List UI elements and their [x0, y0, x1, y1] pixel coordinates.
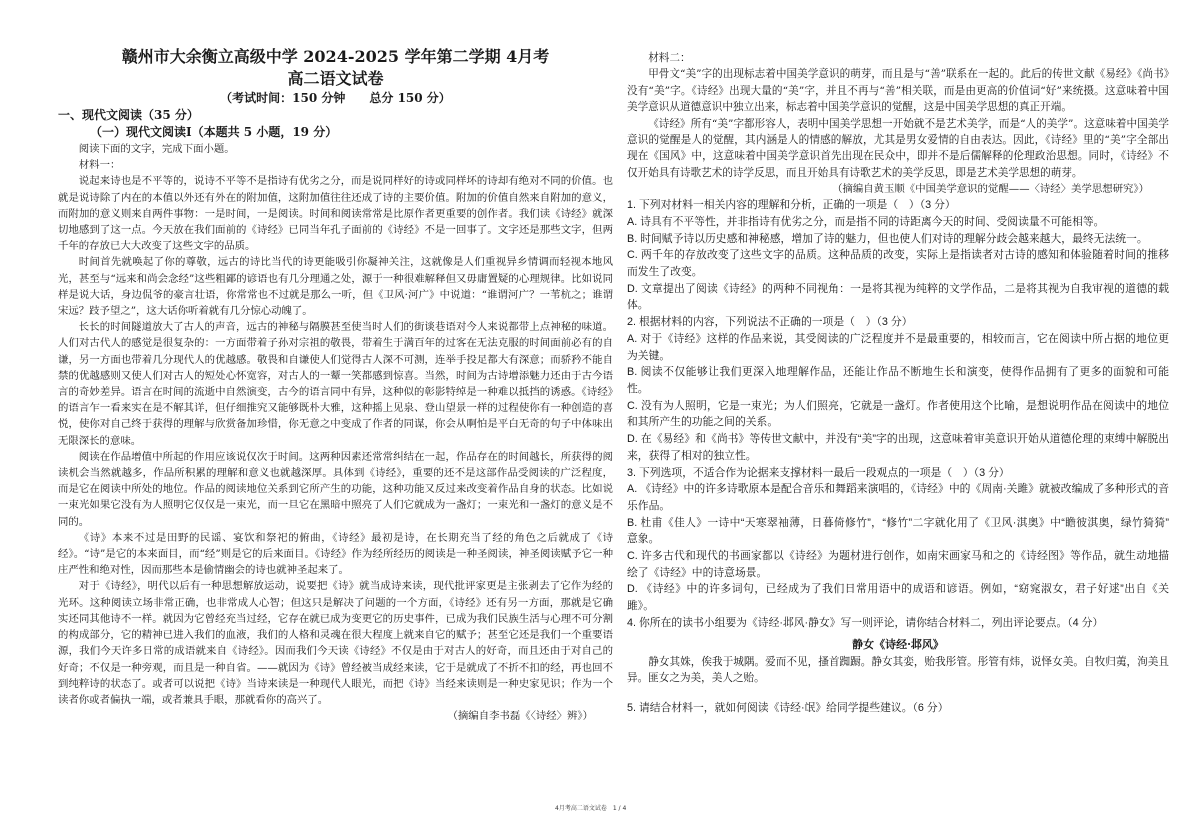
- material2-source: （摘编自黄玉顺《中国美学意识的觉醒——〈诗经〉美学思想研究》）: [832, 183, 1149, 196]
- material1-paragraph: 说起来诗也是不平等的，说诗不平等不是指诗有优劣之分，而是说同样好的诗或同样坏的诗却有绝对不同的价值。也就是说诗除了内在的本值以外还有外在的附加值，这附加值往往还成了诗的主要价值。附加的价值自然来自附加的意义，而附加的意义则来自两件事物：一是时间，一是阅读。时间和阅读常常是比原作者更重要的创作者。我们读《诗经》就深切地感到了这一点。今天放在我们面前的《诗经》已同当年孔子面前的《诗经》不是一回事了。文字还是那些文字，但两千年的存放已大大改变了这些文字的品质。: [58, 175, 613, 253]
- material1-body: [58, 173, 613, 708]
- question-stem: 3. 下列选项，不适合作为论据来支撑材料一最后一段观点的一项是（ ）（3 分）: [627, 466, 1010, 479]
- question-option: D. 文章提出了阅读《诗经》的两种不同视角：一是将其视为纯粹的文学作品，二是将其视为自我审视的道德的载体。: [627, 282, 1169, 312]
- material1-label: 材料一：: [78, 159, 121, 172]
- material2-paragraph: 甲骨文“美”字的出现标志着中国美学意识的萌芽，而且是与“善”联系在一起的。此后的传世文献《易经》《尚书》没有“美”字。《诗经》出现大量的“美”字，并且不再与“善”相关联，而是由更高的价值词“好”来统摄。这意味着中国美学意识从道德意识中独立出来，标志着中国美学意识的觉醒，这是中国美学思想的真正开端。: [627, 68, 1169, 114]
- question-option: C. 许多古代和现代的书画家都以《诗经》为题材进行创作，如南宋画家马和之的《诗经图》等作品，就生动地描绘了《诗经》中的诗意场景。: [627, 550, 1169, 579]
- material2-paragraph: 《诗经》所有“美”字都形容人，表明中国美学思想一开始就不是艺术美学，而是“人的美学”。这意味着中国美学意识的觉醒是人的觉醒，其内涵是人的情感的解放，尤其是男女爱情的自由表达。因此，《诗经》里的“美”字全部出现在《国风》中，这意味着中国美学意识首先出现在民众中，即并不是后儒解释的伦理政治思想。同时，《诗经》不仅开始具有诗歌艺术的诗学反思，而且开始具有诗歌艺术的美学反思，即是艺术美学思想的萌芽。: [627, 117, 1169, 179]
- question-option: D. 《诗经》中的许多词句，已经成为了我们日常用语中的成语和谚语。例如，“窈窕淑女，君子好逑”出自《关雎》。: [627, 583, 1169, 613]
- question-list: [627, 197, 1180, 631]
- left-column: [58, 47, 613, 724]
- exam-info: （考试时间：150 分钟 总分 150 分）: [220, 91, 451, 105]
- question-option: A. 诗具有不平等性，并非指诗有优劣之分，而是指不同的诗距离今天的时间、受阅读量不可能相等。: [627, 215, 1105, 228]
- material2-label: 材料二：: [648, 52, 691, 64]
- question-option: C. 两千年的存放改变了这些文字的品质。这种品质的改变，实际上是指读者对古诗的感知和体验随着时间的推移而发生了改变。: [627, 249, 1169, 279]
- material1-paragraph: 《诗》本来不过是田野的民谣、宴饮和祭祀的俯曲，《诗经》最初是诗，在长期充当了经的角色之后就成了《诗经》。“诗”是它的本来面目，而“经”则是它的后来面目。《诗经》作为经所经历的阅读是一种圣阅读，神圣阅读赋予它一种庄严性和绝对性，因而那些本是偷情幽会的诗也就神圣起来了。: [58, 531, 613, 577]
- question-stem: 2. 根据材料的内容，下列说法不正确的一项是（ ）（3 分）: [627, 316, 913, 329]
- subsection-heading: （一）现代文阅读Ⅰ（本题共 5 小题，19 分）: [90, 125, 338, 139]
- material1-paragraph: 长长的时间隧道放大了古人的声音，远古的神秘与隔膜甚至使当时人们的街谈巷语对今人来说都带上点神秘的味道。人们对古代人的感觉是很复杂的：一方面带着子孙对宗祖的敬畏，带着生于满百年的过客在无法克服的时间面前必有的自谦，另一方面也带着几分现代人的优越感。敬畏和自谦使人们觉得古人深不可测，连举手投足都大有深意；而骄矜不能自禁的优越感则又使人们对古人的短处心怀宽容，对古人的一颦一笑都感到惊喜。当然，时间为古诗增添魅力还由于古今语言的奇妙差异。语言在时间的流逝中自然演变，古今的语言同中有异，这种似的彰影特绰是一种难以抵挡的诱惑。《诗经》的语言乍一看来实在是不解其详，但仔细推究又能够既朴大雅，这种摇上见泉、登山望景一样的过程使你有一种创造的喜悦，使你对自己终于获得的理解与欣赏备加珍惜，你无意之中变成了作者的同谋，你会从啊怕是平白无奇的句子中体味出无限深长的意味。: [58, 321, 613, 447]
- poem-title: 静女《诗经·邶风》: [852, 637, 944, 651]
- question-5: 5. 请结合材料一，就如何阅读《诗经·氓》给同学提些建议。（6 分）: [627, 702, 949, 715]
- exam-title-line1: 赣州市大余衡立高级中学 2024-2025 学年第二学期 4月考: [121, 47, 550, 66]
- question-option: D. 在《易经》和《尚书》等传世文献中，并没有“美”字的出现，这意味着审美意识开始从道德伦理的束缚中解脱出来，获得了相对的独立性。: [627, 433, 1169, 462]
- section-heading: 一、现代文阅读（35 分）: [58, 108, 199, 122]
- material1-paragraph: 时间首先就唤起了你的尊敬，远古的诗比当代的诗更能吸引你凝神关注，这就像是人们重视异乡情调而轻视本地风光，甚至与“远来和尚会念经”这些粗鄙的谚语也有几分理通之处，源于一种很难解释但又毋庸置疑的心理规律。比如说同样是说大话，身边侃爷的豪言壮语，你常常也不过就是那么一听，但《卫风·河广》中说道：“谁谓河广？一苇杭之；谁谓宋远？跂予望之”，这大话你听着就有几分惊心动魄了。: [58, 256, 613, 318]
- question-option: B. 阅读不仅能够让我们更深入地理解作品，还能让作品不断地生长和演变，使得作品拥有了更多的面貌和可能性。: [627, 366, 1169, 395]
- material1-paragraph: 阅读在作品增值中所起的作用应该说仅次于时间。这两种因素还常常纠结在一起，作品存在的时间越长，所获得的阅读机会当然就越多，作品所积累的理解和意义也就越深厚。具体到《诗经》，重要的还不是这部作品受阅读的广泛程度，而是它在阅读中所处的地位。作品的阅读地位关系到它所产生的功能，这种功能又反过来改变着作品自身的状态。比如说一束光如果它没有为人照明它仅仅是一束光，而一旦它在黑暗中照亮了人们它就成为一盏灯；一束光和一盏灯的意义是不同的。: [58, 450, 613, 528]
- instruction-text: 阅读下面的文字，完成下面小题。: [78, 143, 235, 155]
- right-column: [627, 50, 1180, 717]
- poem-text: 静女其姝，俟我于城隅。爱而不见，搔首踟蹰。静女其娈，贻我彤管。彤管有炜，说怿女美。自牧归荑，洵美且异。匪女之为美，美人之贻。: [627, 655, 1169, 684]
- question-option: C. 没有为人照明，它是一束光；为人们照亮，它就是一盏灯。作者使用这个比喻，是想说明作品在阅读中的地位和其所产生的功能之间的关系。: [627, 399, 1169, 429]
- material1-source: （摘编自李书磊《〈诗经〉辨》）: [447, 710, 593, 723]
- question-option: A. 《诗经》中的许多诗歌原本是配合音乐和舞蹈来演唱的，《诗经》中的《周南·关雎》就被改编成了多种形式的音乐作品。: [627, 483, 1169, 512]
- page-footer: 4月考高二语文试卷 1 / 4: [555, 805, 627, 812]
- question-stem: 4. 你所在的读书小组要为《诗经·邶风·静女》写一则评论，请你结合材料二，列出评论要点。（4 分）: [627, 616, 1104, 629]
- question-option: B. 杜甫《佳人》一诗中“天寒翠袖薄，日暮倚修竹”，“修竹”二字就化用了《卫风·淇奥》中“瞻彼淇奥，绿竹猗猗” 意象。: [627, 516, 1180, 546]
- question-stem: 1. 下列对材料一相关内容的理解和分析，正确的一项是（ ）（3 分）: [627, 199, 956, 212]
- exam-title-line2: 高二语文试卷: [287, 69, 384, 88]
- question-option: B. 时间赋予诗以历史感和神秘感，增加了诗的魅力，但也使人们对诗的理解分歧会越来越大，最终无法统一。: [627, 232, 1148, 245]
- material1-paragraph: 对于《诗经》，明代以后有一种思想解放运动，说要把《诗》就当成诗来读，现代批评家更是主张剥去了它作为经的光环。这种阅读立场非常正确，也非常成人心智；但这只是解决了问题的一个方面，《诗经》还有另一方面，那就是它确实还同其他诗不一样。就因为它曾经充当过经，它存在就已成为变更它的历史事件，已成为我们民族生活与心理不可分割的构成部分，它的精神已进入我们的血液，我们的人格和灵魂在很大程度上就来自它的赋予；甚至它还是我们一个重要语源，我们今天许多日常的成语就来自《诗经》。因而我们今天读《诗经》不仅是由于对古人的好奇，而且还由于对自己的好奇；不仅是一种旁观，而且是一种自省。——就因为《诗》曾经被当成经来读，它于是就成了不折不扣的经，再也回不到纯粹诗的状态了。或者可以说把《诗》当诗来读是一种现代人眼光，而把《诗》当经来读则是一种史家见识；作为一个读者你或者偏执一端，或者兼具手眼，那就看你的高兴了。: [58, 580, 613, 706]
- question-option: A. 对于《诗经》这样的作品来说，其受阅读的广泛程度并不是最重要的，相较而言，它在阅读中所占据的地位更为关键。: [627, 332, 1169, 362]
